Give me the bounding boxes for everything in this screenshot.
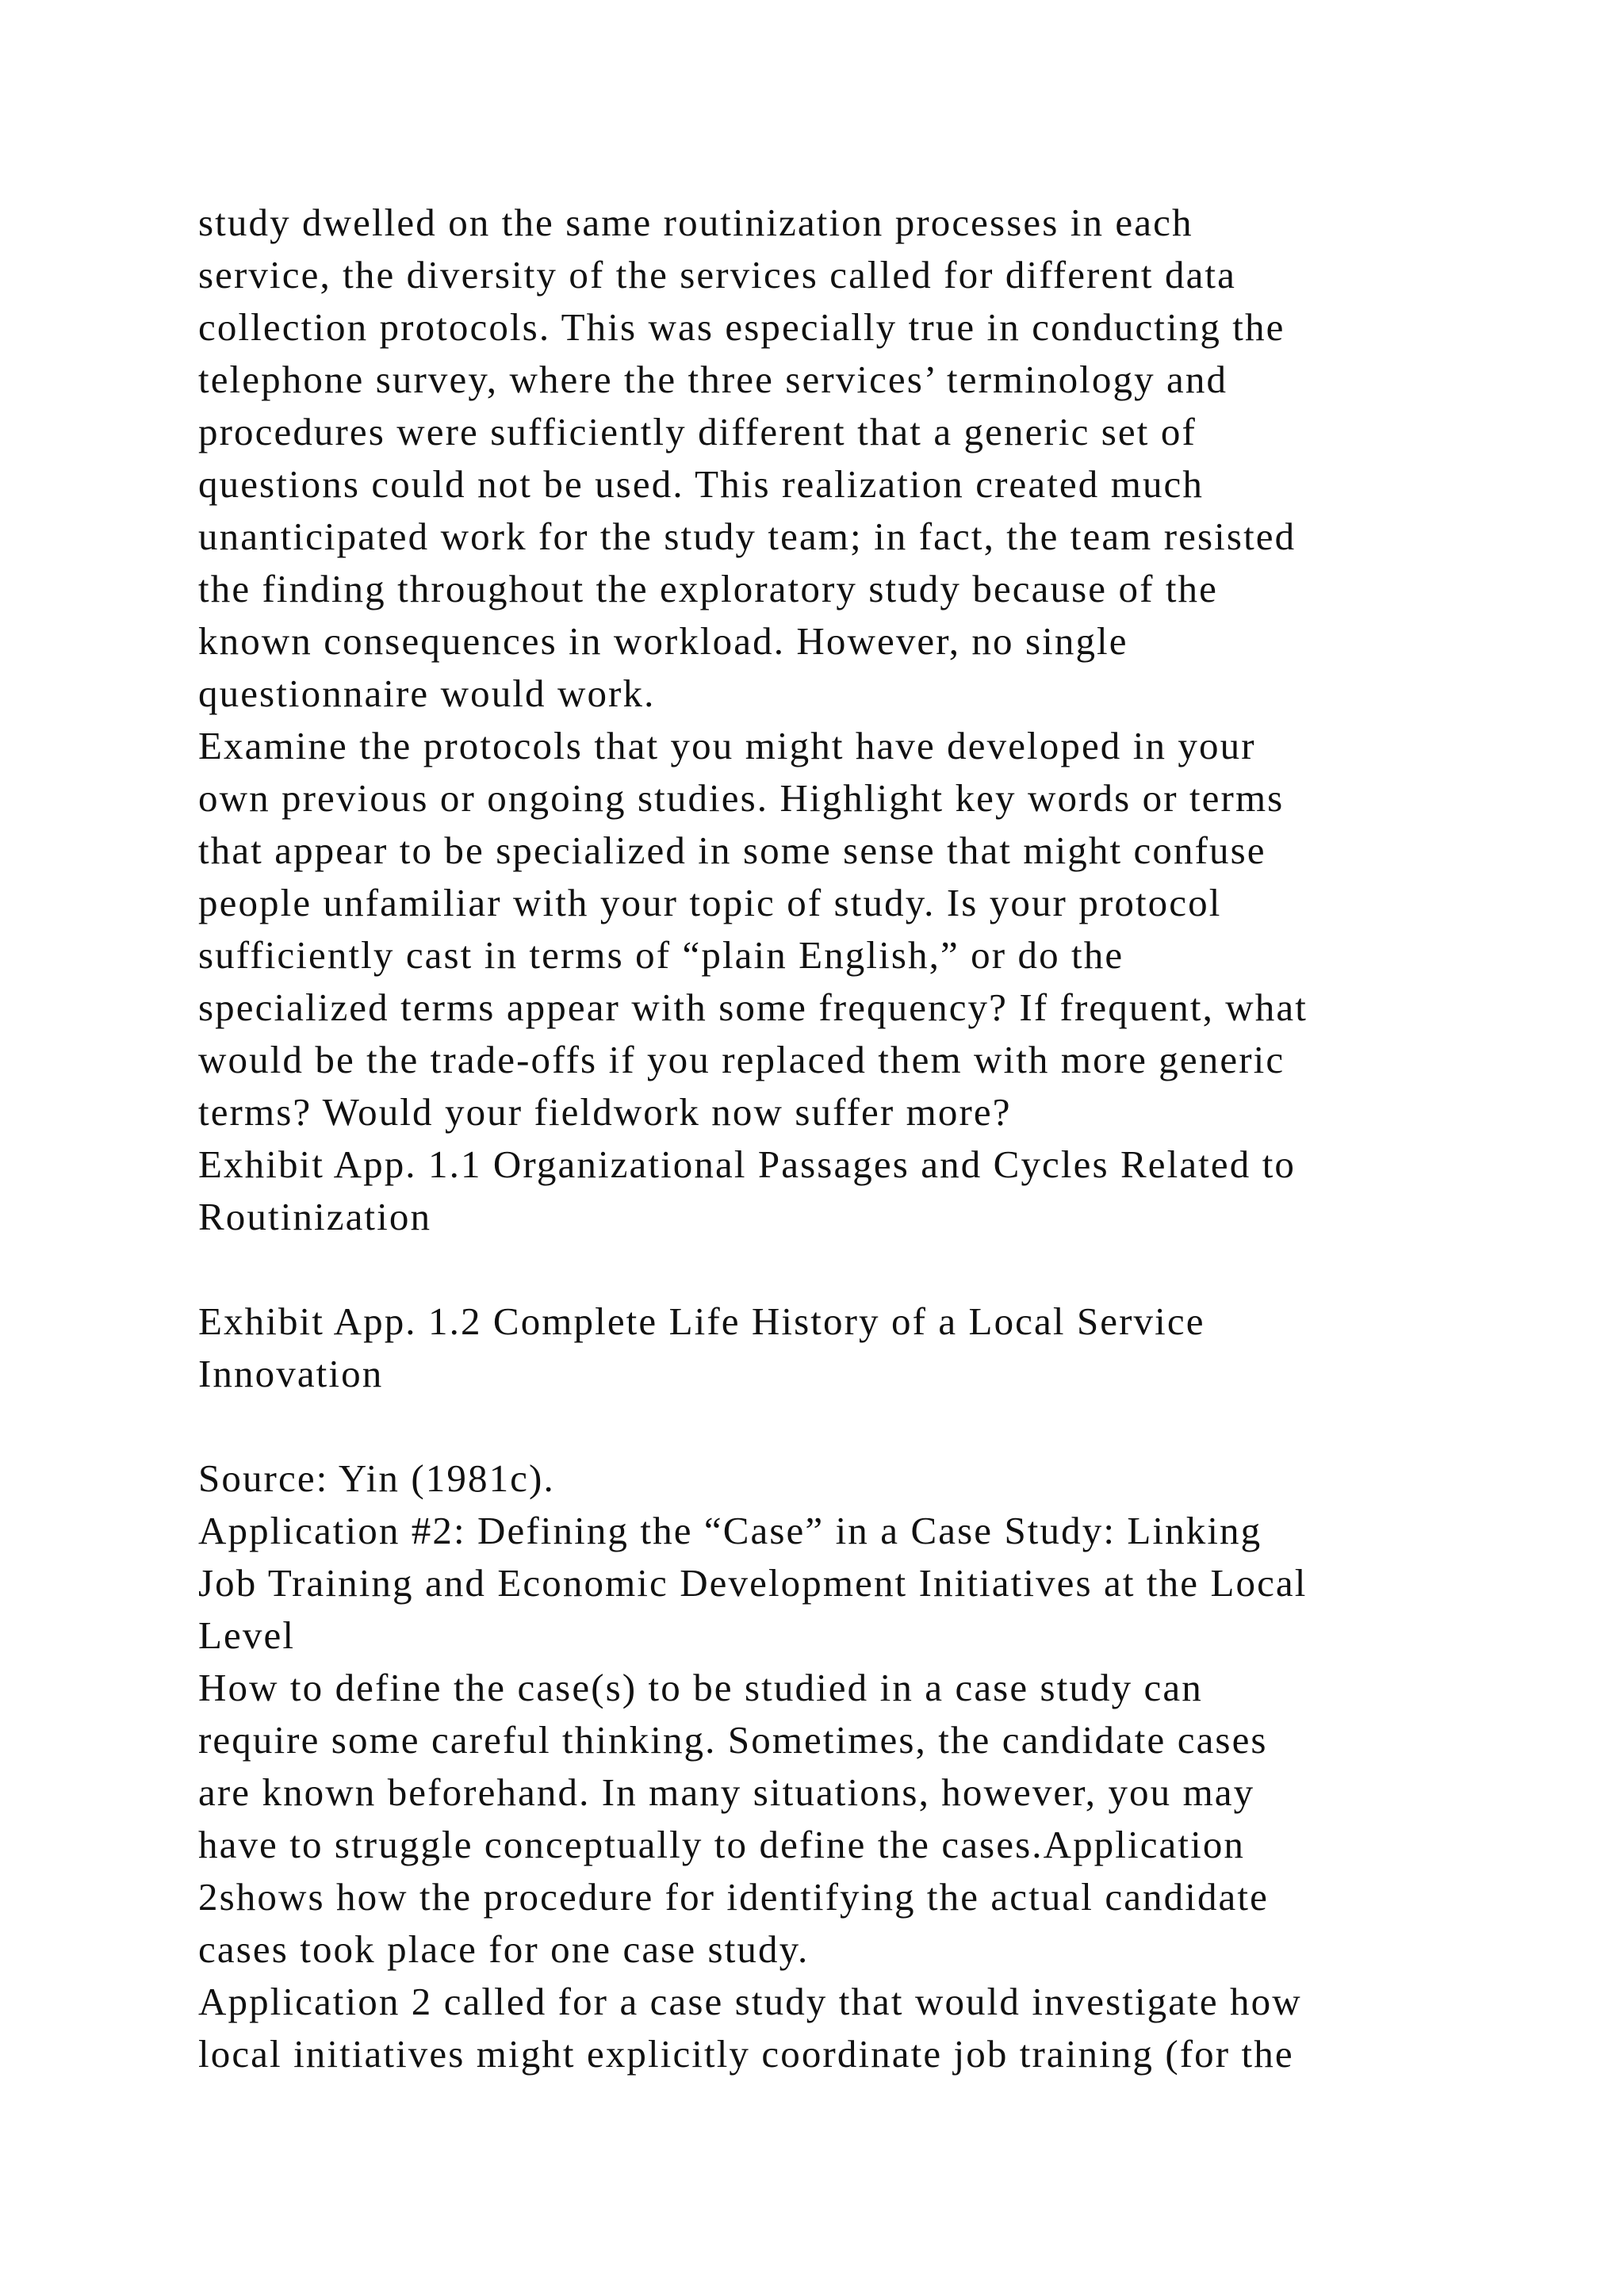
text-line: the finding throughout the exploratory study because of the xyxy=(198,567,1218,610)
document-body xyxy=(198,197,1499,2080)
text-line: collection protocols. This was especially true in conducting the xyxy=(198,305,1285,349)
text-line: have to struggle conceptually to define the cases.Application xyxy=(198,1823,1246,1866)
exhibit-caption: Routinization xyxy=(198,1195,432,1238)
blank-line xyxy=(198,1400,1499,1452)
text-line: Examine the protocols that you might have developed in your xyxy=(198,724,1256,767)
exhibit-caption: Exhibit App. 1.2 Complete Life History of a Local Service xyxy=(198,1299,1205,1343)
blank-line xyxy=(198,1243,1499,1295)
text-line: specialized terms appear with some frequency? If frequent, what xyxy=(198,985,1308,1029)
text-line: own previous or ongoing studies. Highlight key words or terms xyxy=(198,776,1285,820)
text-line: known consequences in workload. However, no single xyxy=(198,619,1128,663)
text-line: sufficiently cast in terms of “plain English,” or do the xyxy=(198,933,1124,977)
text-line: questions could not be used. This realization created much xyxy=(198,462,1204,506)
text-line: How to define the case(s) to be studied in a case study can xyxy=(198,1666,1203,1709)
text-line: would be the trade-offs if you replaced them with more generic xyxy=(198,1038,1285,1081)
section-heading: Job Training and Economic Development Initiatives at the Local xyxy=(198,1561,1308,1605)
text-line: procedures were sufficiently different that a generic set of xyxy=(198,410,1197,453)
text-line: study dwelled on the same routinization processes in each xyxy=(198,201,1193,244)
section-heading: Application #2: Defining the “Case” in a Case Study: Linking xyxy=(198,1509,1262,1552)
text-line: terms? Would your fieldwork now suffer more? xyxy=(198,1090,1012,1134)
exhibit-caption: Innovation xyxy=(198,1352,384,1395)
text-line: are known beforehand. In many situations, however, you may xyxy=(198,1770,1255,1814)
text-line: unanticipated work for the study team; in fact, the team resisted xyxy=(198,515,1297,558)
text-line: cases took place for one case study. xyxy=(198,1927,810,1971)
text-line: telephone survey, where the three services’ terminology and xyxy=(198,358,1228,401)
text-line: people unfamiliar with your topic of study. Is your protocol xyxy=(198,881,1222,924)
text-line: Application 2 called for a case study that would investigate how xyxy=(198,1980,1302,2023)
source-citation: Source: Yin (1981c). xyxy=(198,1456,555,1500)
text-line: 2shows how the procedure for identifying the actual candidate xyxy=(198,1875,1269,1919)
exhibit-caption: Exhibit App. 1.1 Organizational Passages and Cycles Related to xyxy=(198,1142,1297,1186)
text-line: local initiatives might explicitly coordinate job training (for the xyxy=(198,2032,1294,2076)
text-line: questionnaire would work. xyxy=(198,672,656,715)
section-heading: Level xyxy=(198,1613,296,1657)
text-line: that appear to be specialized in some sense that might confuse xyxy=(198,828,1266,872)
text-line: require some careful thinking. Sometimes, the candidate cases xyxy=(198,1718,1268,1762)
text-line: service, the diversity of the services called for different data xyxy=(198,253,1236,297)
